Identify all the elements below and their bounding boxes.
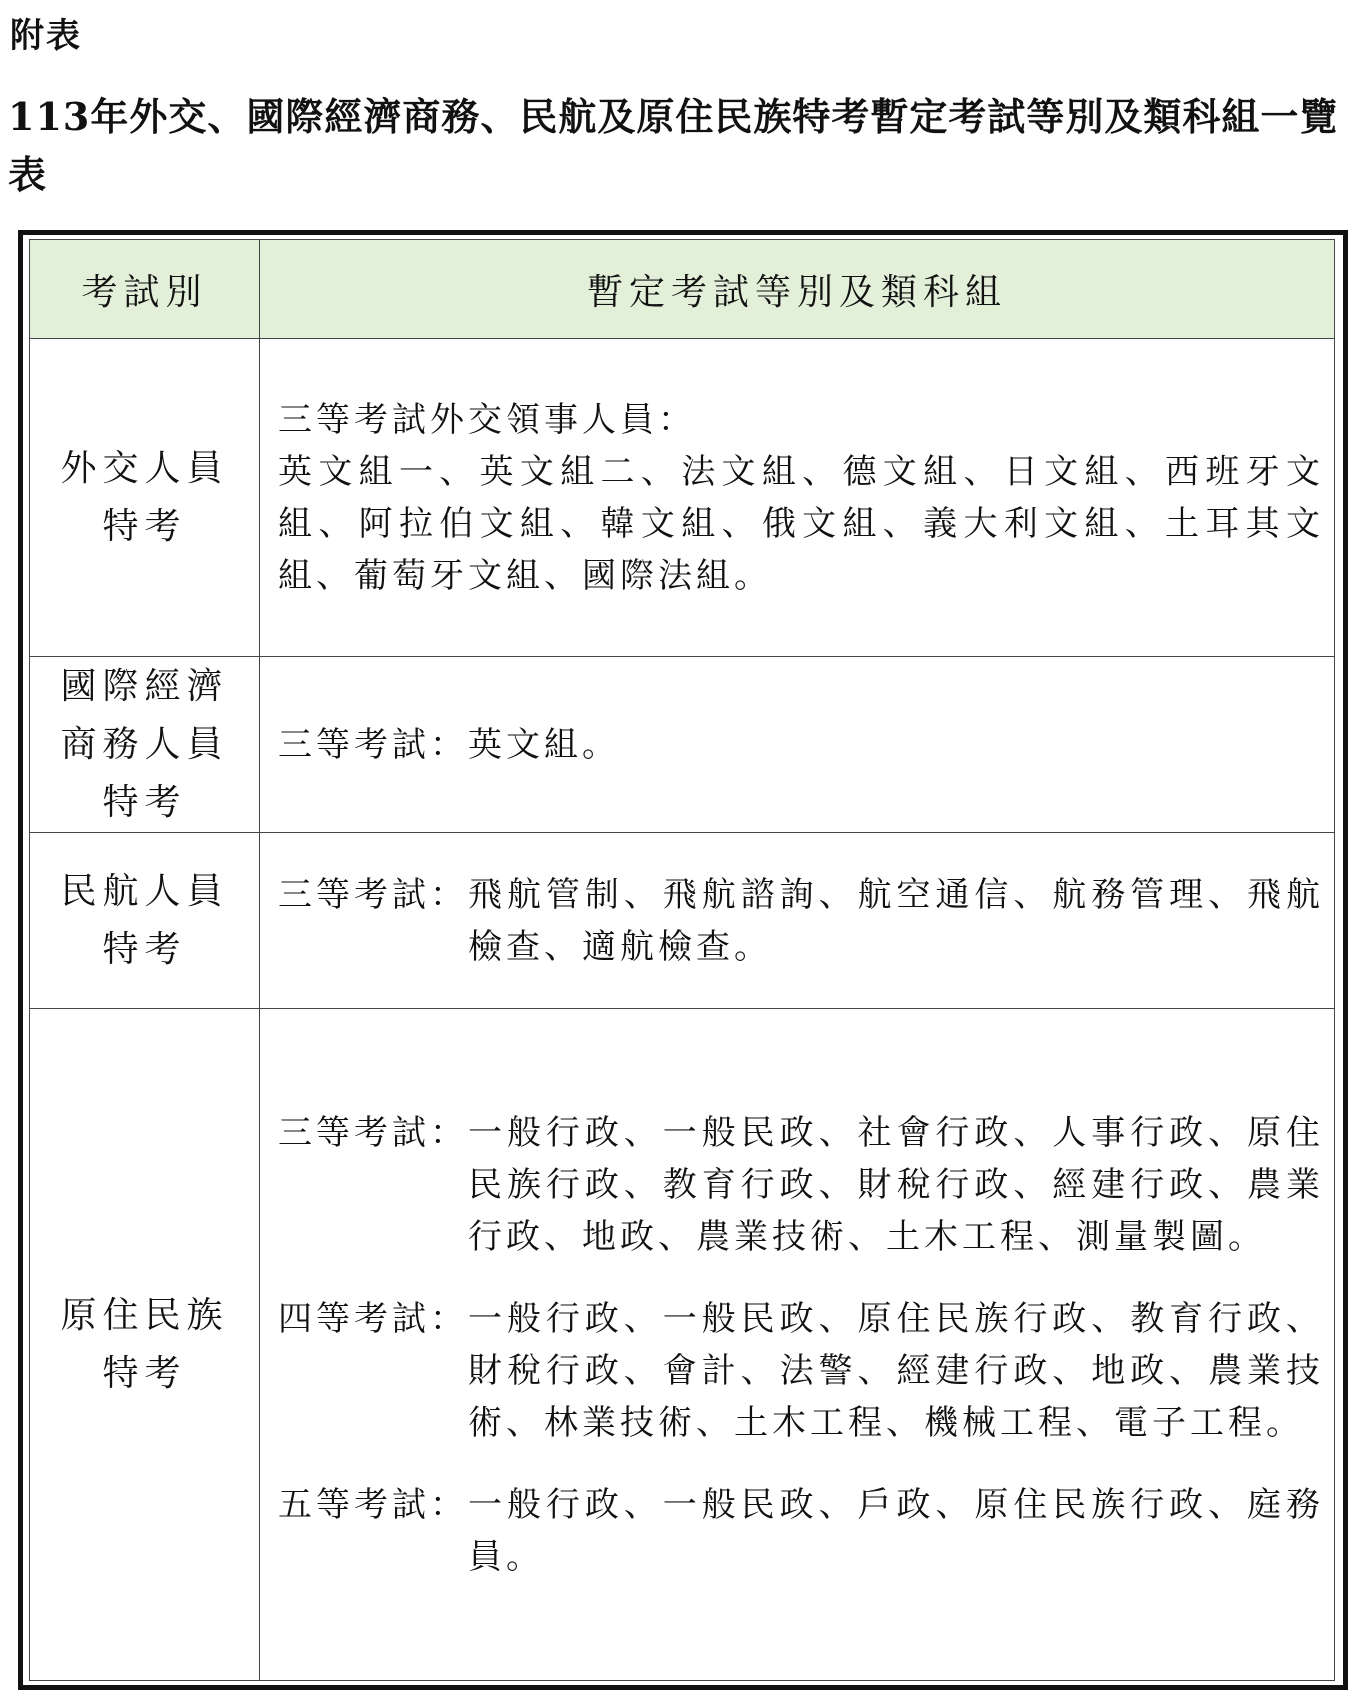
table-row [30,339,1335,657]
exam-name-line: 特考 [102,1352,187,1394]
document-title: 113年外交、國際經濟商務、民航及原住民族特考暫定考試等別及類科組一覽表 [8,94,1339,197]
exam-name-cell [30,657,260,833]
exam-subject-list: 一般行政、一般民政、戶政、原住民族行政、庭務員。 [468,1484,1324,1577]
exam-detail-cell [260,1009,1335,1681]
exam-subject-list: 英文組一、英文組二、法文組、德文組、日文組、西班牙文組、阿拉伯文組、韓文組、俄文組、義大利文組、土耳其文組、葡萄牙文組、國際法組。 [278,451,1324,596]
exam-table-frame [18,230,1348,1690]
exam-name-line: 國際經濟 [60,665,229,707]
table-row [30,1009,1335,1681]
exam-level-label: 三等考試： [278,1112,468,1153]
exam-level-item [278,1479,1324,1583]
table-row [30,833,1335,1009]
exam-name-line: 商務人員 [60,723,229,765]
exam-level-item [278,719,1324,771]
exam-name-cell [30,1009,260,1681]
exam-subject-list: 英文組。 [468,724,620,765]
table-row [30,657,1335,833]
exam-name-line: 外交人員 [60,447,229,489]
exam-detail-cell [260,833,1335,1009]
header-exam-subjects: 暫定考試等別及類科組 [260,240,1335,339]
exam-level-heading: 三等考試外交領事人員： [278,399,696,440]
exam-level-label: 五等考試： [278,1484,468,1525]
exam-level-label: 三等考試： [278,874,468,915]
exam-level-item [278,1293,1324,1449]
exam-subject-list: 一般行政、一般民政、社會行政、人事行政、原住民族行政、教育行政、財稅行政、經建行政、農業行政、地政、農業技術、土木工程、測量製圖。 [468,1112,1324,1257]
exam-detail-cell [260,339,1335,657]
exam-level-item [278,1107,1324,1263]
exam-subject-list: 一般行政、一般民政、原住民族行政、教育行政、財稅行政、會計、法警、經建行政、地政、農業技術、林業技術、土木工程、機械工程、電子工程。 [468,1298,1324,1443]
exam-level-label: 四等考試： [278,1298,468,1339]
exam-detail-cell [260,657,1335,833]
exam-level-label: 三等考試： [278,724,468,765]
table-header-row [30,240,1335,339]
exam-name-line: 民航人員 [60,870,229,912]
exam-level-item [278,869,1324,973]
exam-name-cell [30,833,260,1009]
header-exam-type: 考試別 [30,240,260,339]
exam-name-cell [30,339,260,657]
appendix-label: 附表 [10,16,82,56]
exam-subject-list: 飛航管制、飛航諮詢、航空通信、航務管理、飛航檢查、適航檢查。 [468,874,1324,967]
exam-name-line: 特考 [102,505,187,547]
exam-name-line: 原住民族 [60,1294,229,1336]
exam-name-line: 特考 [102,928,187,970]
exam-name-line: 特考 [102,781,187,823]
exam-table [29,239,1335,1681]
